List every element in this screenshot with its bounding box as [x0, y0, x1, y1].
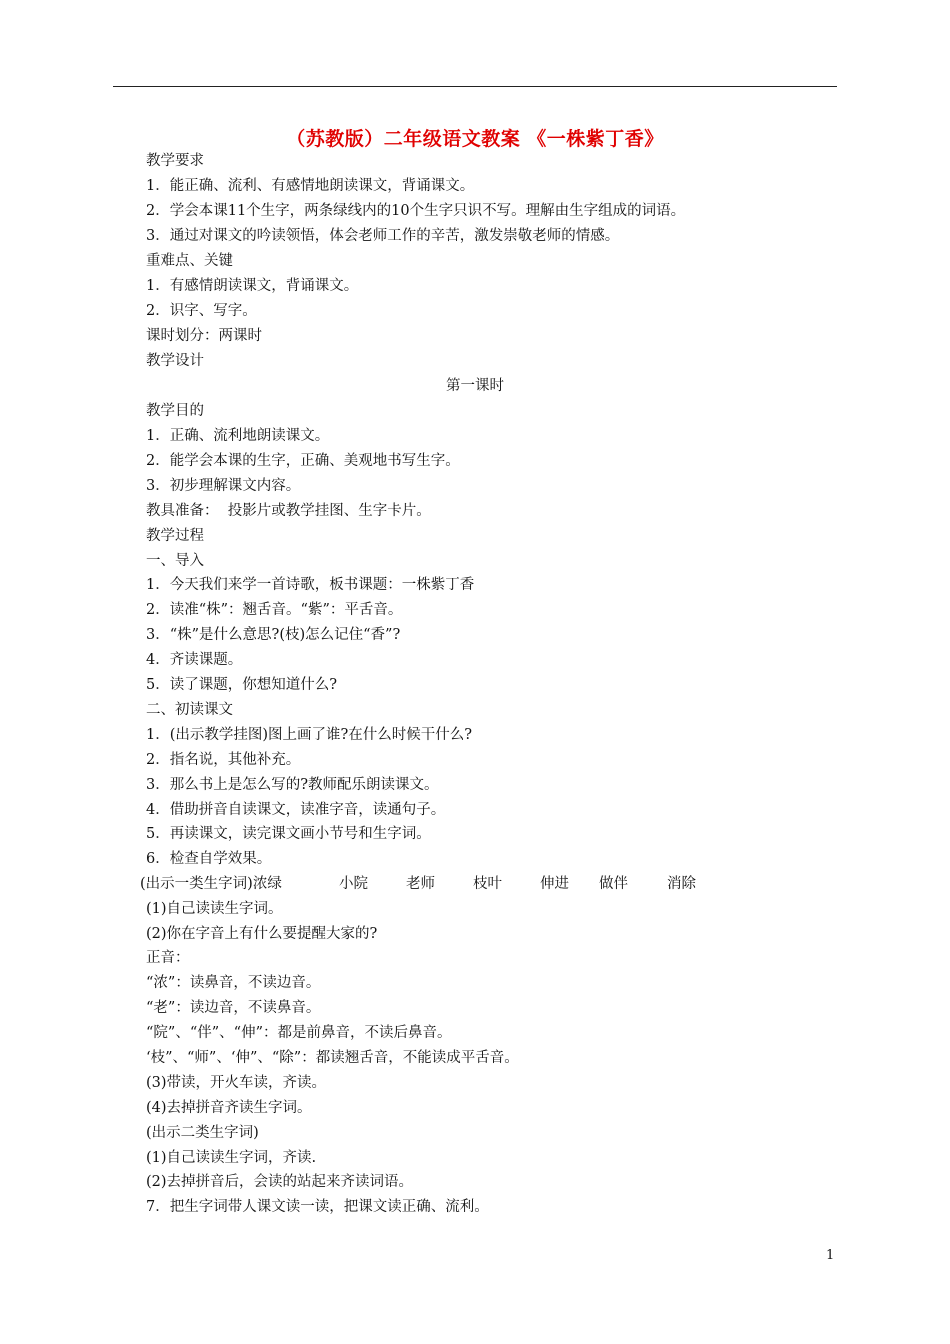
vocab-word: 伸进 [540, 876, 569, 892]
text-line: 正音： [146, 950, 190, 966]
vocab-word: 老师 [406, 876, 435, 892]
text-line: “院”、“伴”、“伸”：都是前鼻音，不读后鼻音。 [146, 1025, 452, 1041]
text-line: (3)带读，开火车读，齐读。 [146, 1075, 327, 1091]
text-line: (出示二类生字词) [146, 1125, 259, 1141]
text-line: 1．(出示教学挂图)图上画了谁?在什么时候干什么? [146, 727, 473, 743]
text-line: 7．把生字词带人课文读一读，把课文读正确、流利。 [146, 1199, 489, 1215]
text-line: 2．识字、写字。 [146, 303, 257, 319]
vocab-word: 做伴 [599, 876, 628, 892]
text-line: 二、初读课文 [146, 702, 233, 718]
text-line: 4．齐读课题。 [146, 652, 243, 668]
text-line: 6．检查自学效果。 [146, 851, 272, 867]
vocab-word: 消除 [667, 876, 696, 892]
text-line: (2)你在字音上有什么要提醒大家的? [146, 926, 378, 942]
text-line: 教具准备： 投影片或教学挂图、生字卡片。 [146, 503, 431, 519]
text-line: 1．今天我们来学一首诗歌，板书课题：一株紫丁香 [146, 577, 475, 593]
text-line: (2)去掉拼音后，会读的站起来齐读词语。 [146, 1174, 414, 1190]
text-line: 3．“株”是什么意思?(枝)怎么记住“香”? [146, 627, 401, 643]
text-line: 教学目的 [146, 403, 204, 419]
text-line: ‘枝”、“师”、‘伸”、“除”：都读翘舌音，不能读成平舌音。 [146, 1050, 519, 1066]
text-line: 2．能学会本课的生字，正确、美观地书写生字。 [146, 453, 460, 469]
text-line: “老”：读边音，不读鼻音。 [146, 1000, 321, 1016]
text-line: 教学过程 [146, 528, 204, 544]
text-line: 重难点、关键 [146, 253, 233, 269]
text-line: 3．初步理解课文内容。 [146, 478, 301, 494]
text-line: 1．有感情朗读课文，背诵课文。 [146, 278, 359, 294]
text-line: 3．通过对课文的吟读领悟，体会老师工作的辛苦，激发崇敬老师的情感。 [146, 228, 620, 244]
text-line: 教学设计 [146, 353, 204, 369]
text-line: 5．读了课题，你想知道什么? [146, 677, 337, 693]
text-line: 教学要求 [146, 153, 204, 169]
text-line: 2．读准“株”：翘舌音。“紫”：平舌音。 [146, 602, 403, 618]
section-heading: 第一课时 [446, 378, 504, 394]
header-rule [113, 86, 837, 87]
text-line: 2．指名说，其他补充。 [146, 752, 301, 768]
text-line: (1)自己读读生字词，齐读. [146, 1150, 317, 1166]
page-number: 1 [826, 1248, 835, 1263]
text-line: (4)去掉拼音齐读生字词。 [146, 1100, 312, 1116]
text-line: 2．学会本课11个生字，两条绿线内的10个生字只识不写。理解由生字组成的词语。 [146, 203, 686, 219]
vocab-word: 枝叶 [473, 876, 502, 892]
text-line: 一、导入 [146, 553, 204, 569]
vocab-lead: (出示一类生字词)浓绿 [140, 876, 282, 892]
vocab-word: 小院 [339, 876, 368, 892]
text-line: (1)自己读读生字词。 [146, 901, 283, 917]
text-line: “浓”：读鼻音，不读边音。 [146, 975, 321, 991]
text-line: 5．再读课文，读完课文画小节号和生字词。 [146, 826, 431, 842]
text-line: 1．正确、流利地朗读课文。 [146, 428, 330, 444]
text-line: 1．能正确、流利、有感情地朗读课文，背诵课文。 [146, 178, 475, 194]
vocab-row [140, 873, 740, 895]
document-title: （苏教版）二年级语文教案 《一株紫丁香》 [286, 128, 664, 150]
text-line: 4．借助拼音自读课文，读准字音，读通句子。 [146, 802, 446, 818]
text-line: 3．那么书上是怎么写的?教师配乐朗读课文。 [146, 777, 439, 793]
text-line: 课时划分：两课时 [146, 328, 262, 344]
